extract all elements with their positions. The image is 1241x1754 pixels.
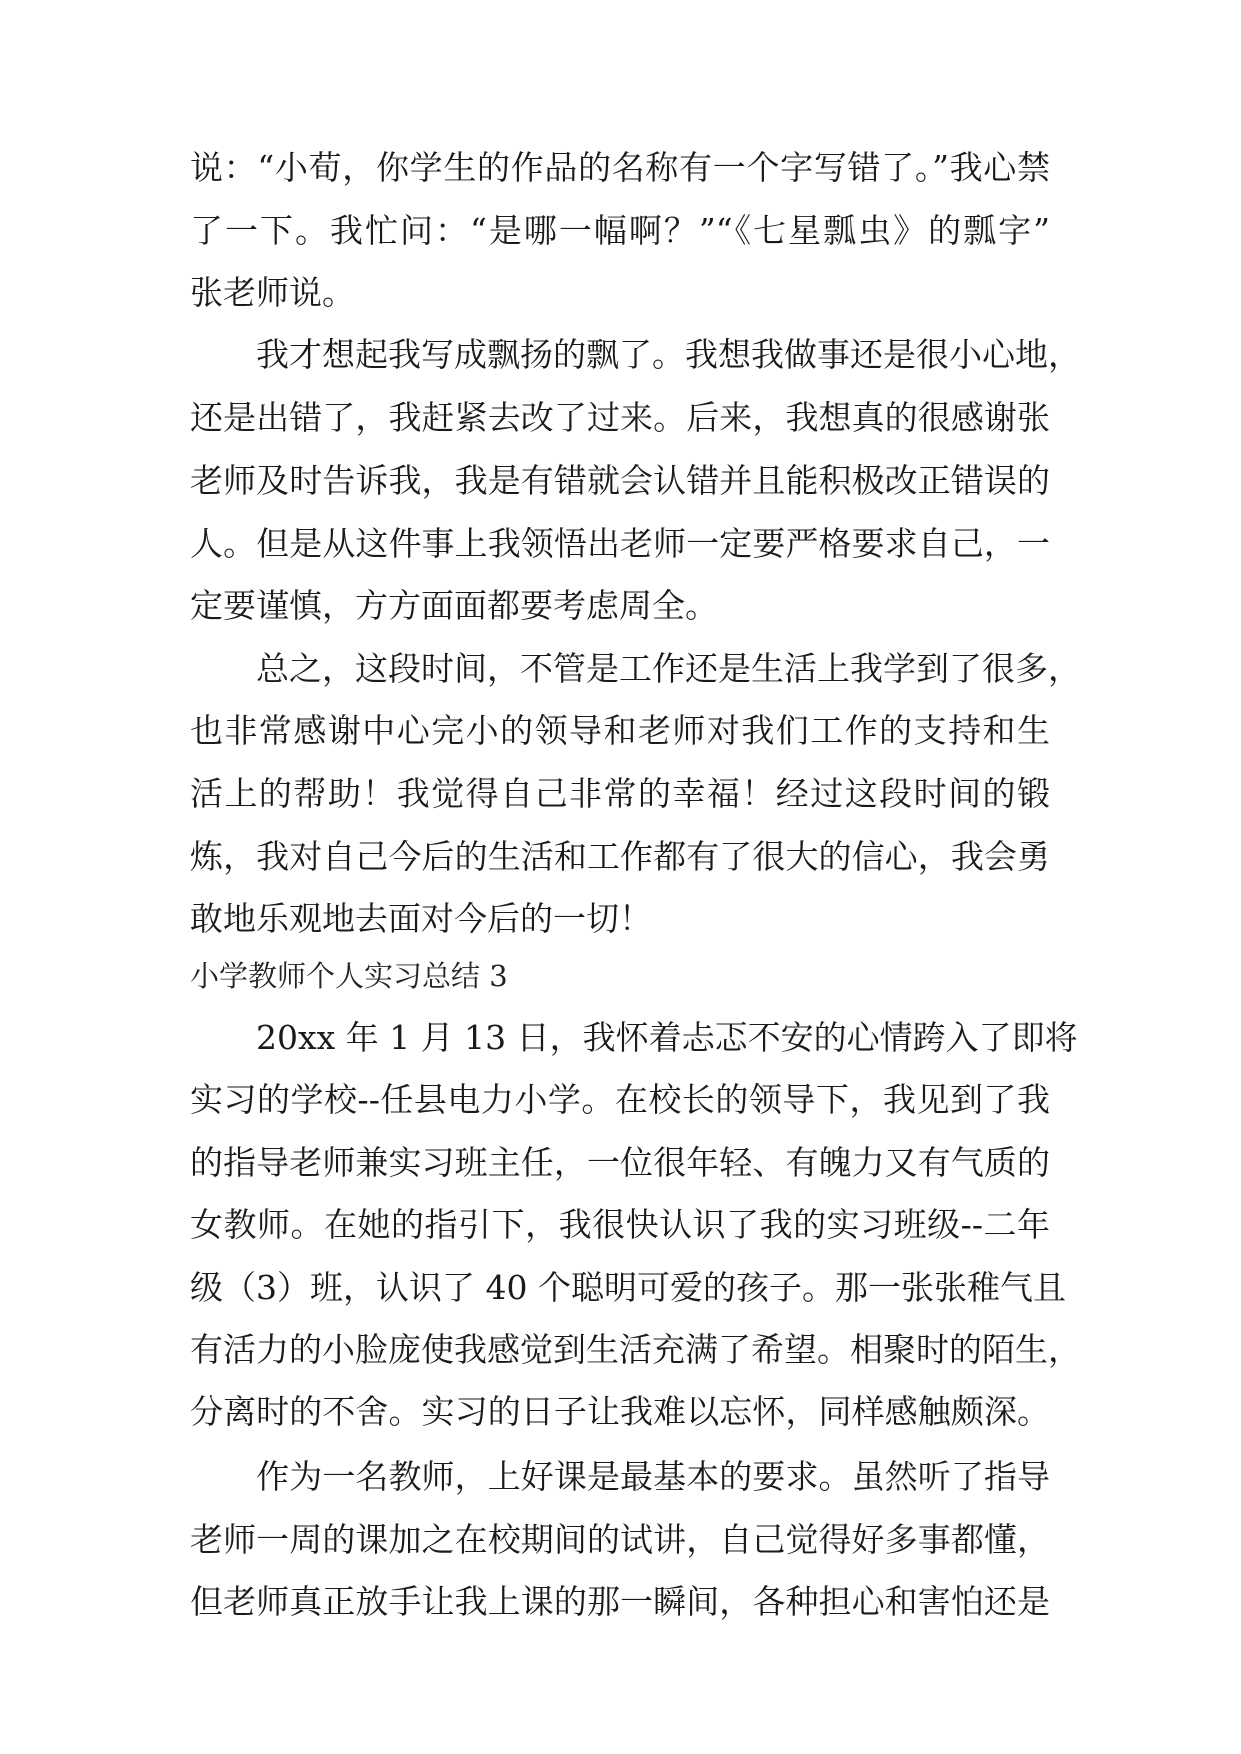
text-line: 说：“小荀，你学生的作品的名称有一个字写错了。”我心禁 xyxy=(190,148,1050,187)
text-line: 人。但是从这件事上我领悟出老师一定要严格要求自己，一 xyxy=(190,524,1050,563)
text-line: 老师及时告诉我，我是有错就会认错并且能积极改正错误的 xyxy=(190,461,1050,500)
text-line: 了一下。我忙问：“是哪一幅啊？”“《七星瓢虫》的瓢字” xyxy=(190,211,1050,250)
text-line: 女教师。在她的指引下，我很快认识了我的实习班级--二年 xyxy=(190,1205,1050,1244)
text-line: 但老师真正放手让我上课的那一瞬间，各种担心和害怕还是 xyxy=(190,1582,1050,1621)
text-line: 敢地乐观地去面对今后的一切！ xyxy=(190,899,652,938)
text-line: 炼，我对自己今后的生活和工作都有了很大的信心，我会勇 xyxy=(190,837,1050,876)
text-line: 定要谨慎，方方面面都要考虑周全。 xyxy=(190,586,718,625)
text-line: 总之，这段时间，不管是工作还是生活上我学到了很多， xyxy=(190,649,1081,688)
text-line: 我才想起我写成飘扬的飘了。我想我做事还是很小心地， xyxy=(190,335,1081,374)
text-line: 20xx 年 1 月 13 日，我怀着忐忑不安的心情跨入了即将 xyxy=(190,1018,1078,1057)
text-line: 老师一周的课加之在校期间的试讲，自己觉得好多事都懂， xyxy=(190,1520,1050,1559)
text-line: 作为一名教师，上好课是最基本的要求。虽然听了指导 xyxy=(190,1457,1050,1496)
section-heading: 小学教师个人实习总结 3 xyxy=(190,959,508,993)
text-line: 有活力的小脸庞使我感觉到生活充满了希望。相聚时的陌生， xyxy=(190,1330,1081,1369)
text-line: 的指导老师兼实习班主任，一位很年轻、有魄力又有气质的 xyxy=(190,1143,1050,1182)
text-line: 实习的学校--任县电力小学。在校长的领导下，我见到了我 xyxy=(190,1080,1050,1119)
text-line: 还是出错了，我赶紧去改了过来。后来，我想真的很感谢张 xyxy=(190,398,1050,437)
text-line: 活上的帮助！我觉得自己非常的幸福！经过这段时间的锻 xyxy=(190,774,1050,813)
text-line: 张老师说。 xyxy=(190,273,355,312)
text-line: 级（3）班，认识了 40 个聪明可爱的孩子。那一张张稚气且 xyxy=(190,1268,1066,1307)
text-line: 分离时的不舍。实习的日子让我难以忘怀，同样感触颇深。 xyxy=(190,1392,1050,1431)
text-line: 也非常感谢中心完小的领导和老师对我们工作的支持和生 xyxy=(190,711,1050,750)
